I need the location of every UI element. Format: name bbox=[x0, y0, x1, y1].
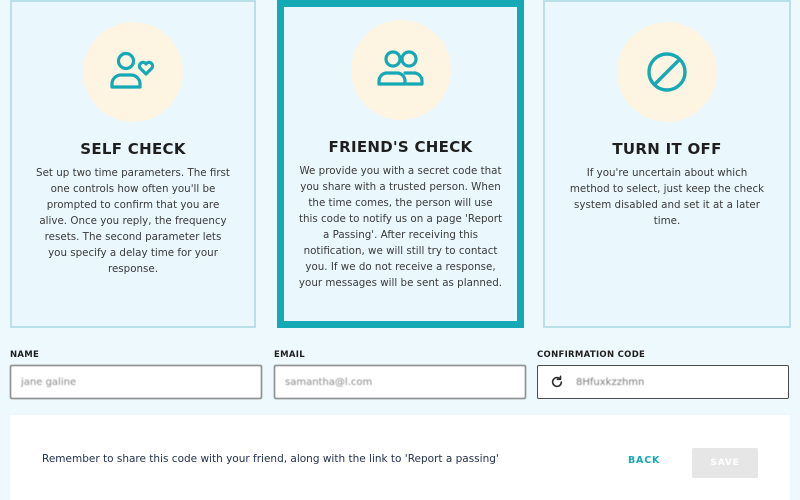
option-friends-check[interactable] bbox=[277, 0, 524, 328]
email-input[interactable] bbox=[274, 365, 526, 399]
name-label: NAME bbox=[10, 350, 40, 360]
icon-circle bbox=[83, 22, 183, 122]
option-turn-it-off[interactable] bbox=[543, 0, 791, 328]
friend-details-form bbox=[0, 345, 800, 405]
name-field-group bbox=[10, 345, 262, 399]
icon-circle bbox=[617, 22, 717, 122]
card-title: FRIEND'S CHECK bbox=[328, 138, 473, 156]
card-description: We provide you with a secret code that you share with a trusted person. When the time comes, the person will use this code to notify us on a page 'Report a Passing'. After receiving this notification, we will still try to contact you. If we do not receive a response, your messages will be sent as planned. bbox=[298, 165, 503, 289]
email-field-group bbox=[274, 345, 526, 399]
card-title: SELF CHECK bbox=[80, 140, 186, 158]
email-label: EMAIL bbox=[274, 350, 305, 360]
card-description: Set up two time parameters. The first one controls how often you'll be prompted to confirm that you are alive. Once you reply, the frequency resets. The second parameter lets you specify a delay time for your response. bbox=[36, 167, 230, 275]
user-heart-icon bbox=[108, 47, 158, 97]
confirmation-code-field-group bbox=[537, 345, 789, 399]
footer-bar bbox=[10, 415, 790, 500]
confirmation-code-box bbox=[537, 365, 789, 399]
share-code-reminder: Remember to share this code with your friend, along with the link to 'Report a passing' bbox=[42, 453, 499, 465]
icon-circle bbox=[351, 20, 451, 120]
confirmation-code-label: CONFIRMATION CODE bbox=[537, 350, 646, 360]
disabled-icon bbox=[642, 47, 692, 97]
option-self-check[interactable] bbox=[10, 0, 256, 328]
card-description: If you're uncertain about which method to select, just keep the check system disabled and set it at a later time. bbox=[569, 167, 765, 227]
refresh-icon[interactable] bbox=[550, 375, 564, 389]
back-button[interactable]: BACK bbox=[622, 451, 666, 470]
confirmation-code-input[interactable] bbox=[574, 366, 784, 398]
save-button[interactable]: SAVE bbox=[692, 448, 758, 478]
users-icon bbox=[376, 45, 426, 95]
card-title: TURN IT OFF bbox=[612, 140, 722, 158]
name-input[interactable] bbox=[10, 365, 262, 399]
